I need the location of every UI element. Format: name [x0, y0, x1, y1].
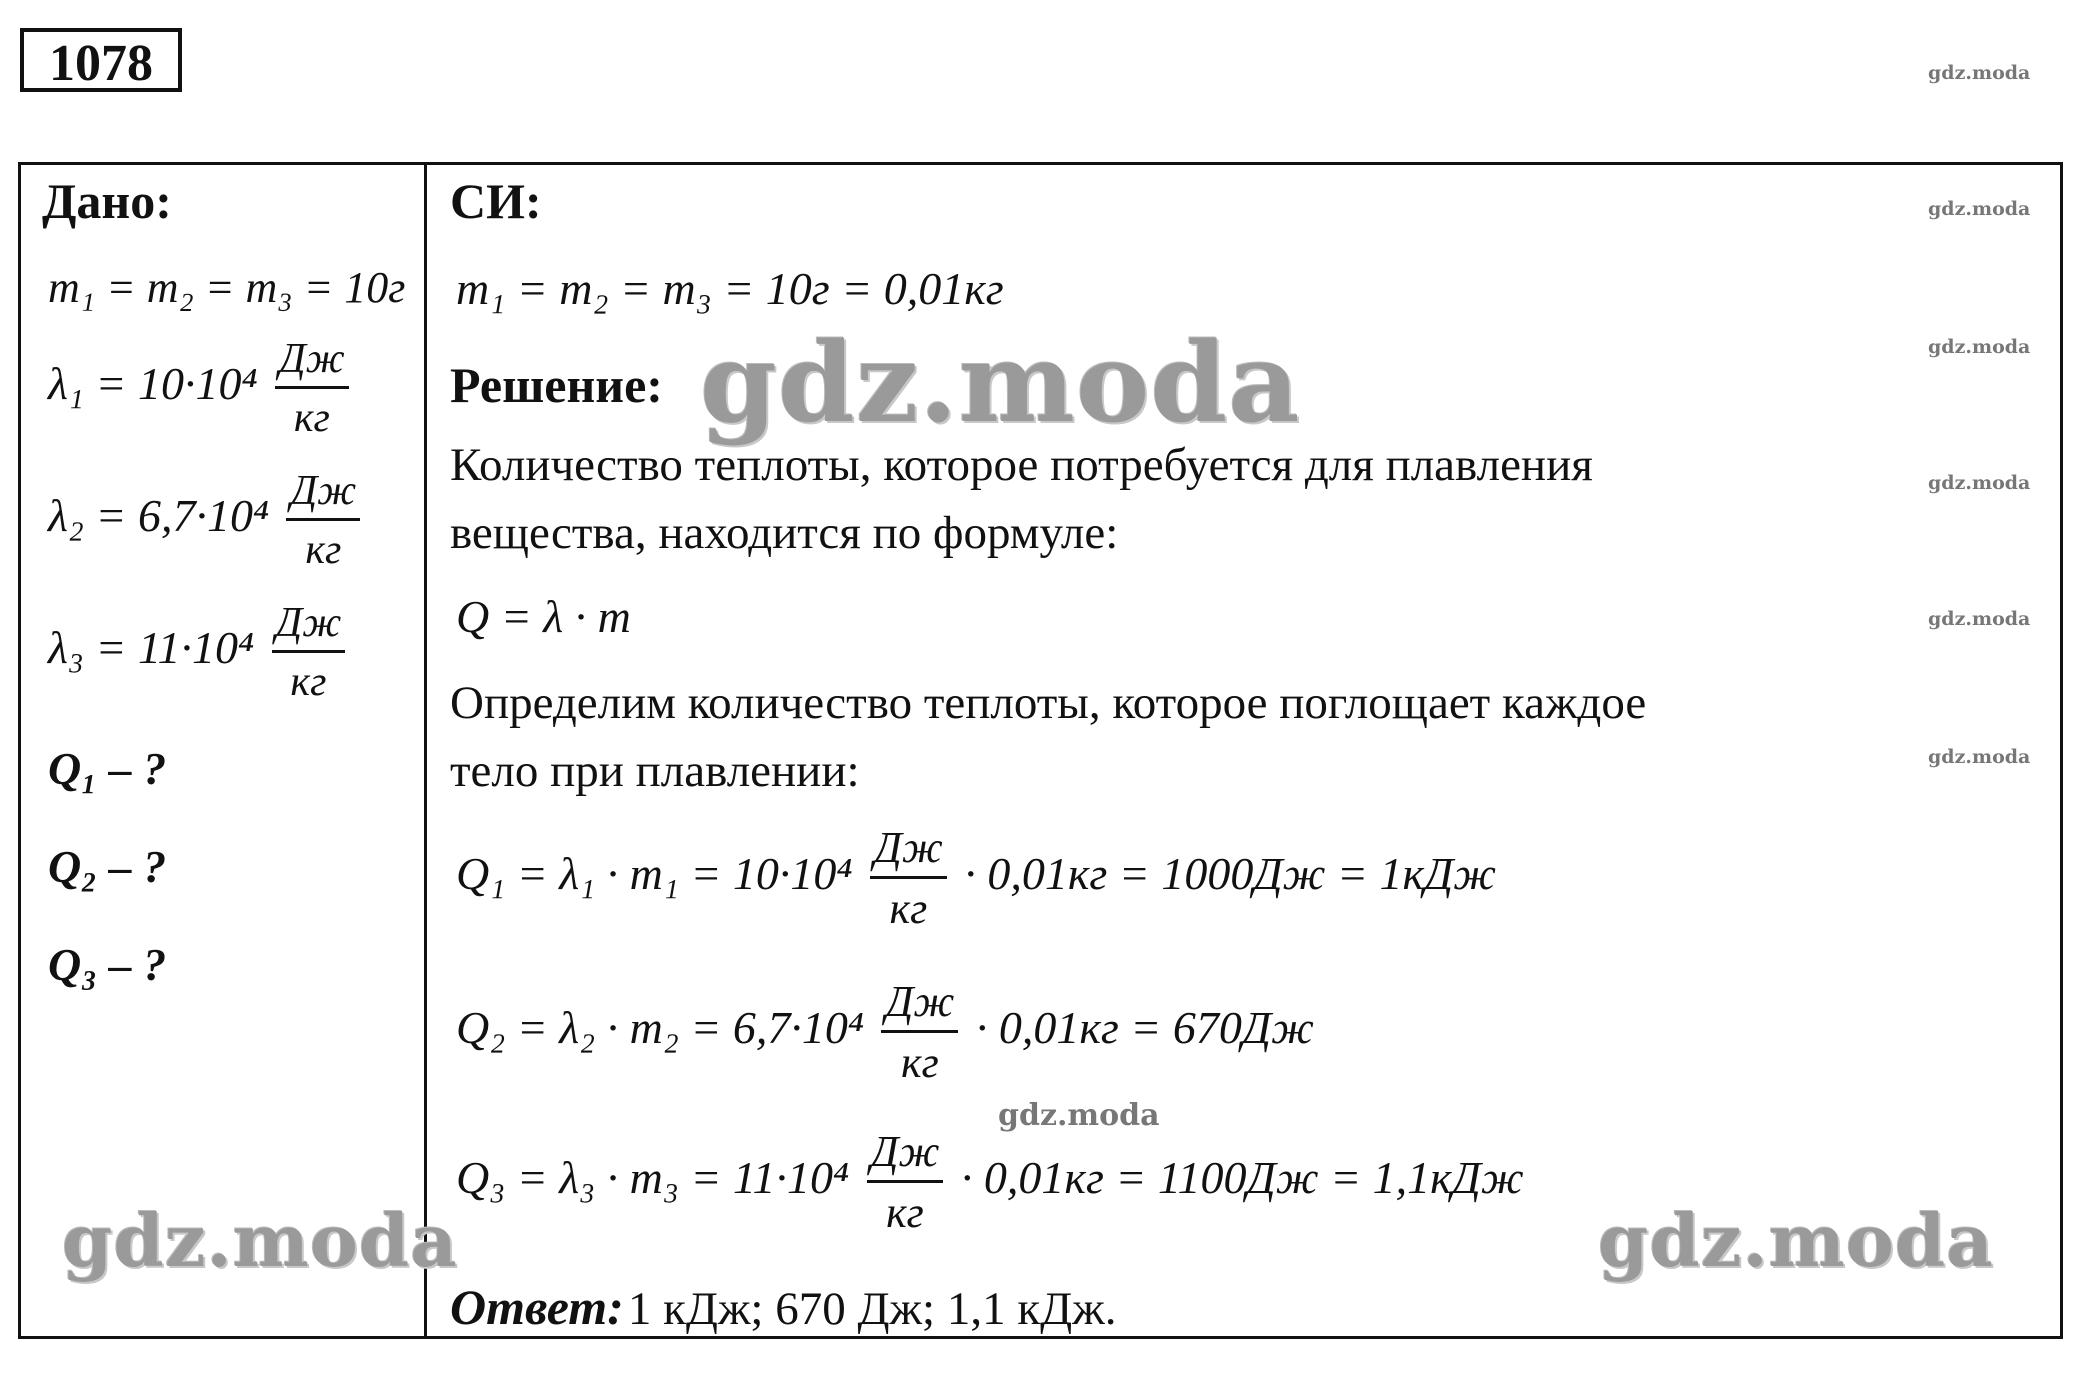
- answer-label: Ответ:: [450, 1279, 624, 1335]
- given-q2: Q₂ – ?: [48, 841, 167, 892]
- problem-number: 1078: [20, 28, 182, 92]
- given-header: Дано:: [42, 173, 172, 229]
- watermark-large: gdz.moda: [700, 318, 1301, 447]
- watermark-small: gdz.moda: [1928, 472, 2031, 494]
- given-lambda2: λ₂ = 6,7·10⁴ $\frac{Дж}{кг}$: [48, 470, 360, 571]
- given-lambda1: λ₁ = 10·10⁴ $\frac{Дж}{кг}$: [48, 338, 349, 439]
- solution-q2: Q₂ = λ₂ · m₂ = 6,7·10⁴ $\frac{Дж}{кг}$ · 0,01кг = 670Дж: [456, 977, 1314, 1087]
- solution-formula: Q = λ · m: [456, 591, 631, 642]
- si-header: СИ:: [450, 173, 542, 229]
- answer-text: 1 кДж; 670 Дж; 1,1 кДж.: [627, 1283, 1117, 1335]
- given-q1: Q₁ – ?: [48, 743, 167, 794]
- solution-text-2b: тело при плавлении:: [450, 745, 860, 797]
- solution-text-1b: вещества, находится по формуле:: [450, 507, 1119, 559]
- watermark-small: gdz.moda: [1928, 608, 2031, 630]
- watermark-small: gdz.moda: [1928, 198, 2031, 220]
- solution-text-1a: Количество теплоты, которое потребуется для плавления: [450, 439, 1593, 491]
- solution-q1: Q₁ = λ₁ · m₁ = 10·10⁴ $\frac{Дж}{кг}$ · 0,01кг = 1000Дж = 1кДж: [456, 823, 1497, 933]
- watermark-small: gdz.moda: [998, 1098, 1160, 1133]
- given-lambda3: λ₃ = 11·10⁴ $\frac{Дж}{кг}$: [48, 602, 345, 703]
- answer: [450, 1278, 1116, 1336]
- given-mass: m₁ = m₂ = m₃ = 10г: [48, 263, 406, 312]
- given-q3: Q₃ – ?: [48, 939, 167, 990]
- watermark-large: gdz.moda: [1598, 1198, 1994, 1283]
- solution-text-2a: Определим количество теплоты, которое поглощает каждое: [450, 677, 1647, 729]
- si-conversion: m₁ = m₂ = m₃ = 10г = 0,01кг: [456, 263, 1004, 314]
- solution-header: Решение:: [450, 357, 663, 413]
- solution-q3: Q₃ = λ₃ · m₃ = 11·10⁴ $\frac{Дж}{кг}$ · 0,01кг = 1100Дж = 1,1кДж: [456, 1127, 1524, 1237]
- watermark-small: gdz.moda: [1928, 746, 2031, 768]
- watermark-large: gdz.moda: [62, 1198, 458, 1283]
- watermark-small: gdz.moda: [1928, 62, 2031, 84]
- watermark-small: gdz.moda: [1928, 336, 2031, 358]
- column-divider: [424, 162, 427, 1339]
